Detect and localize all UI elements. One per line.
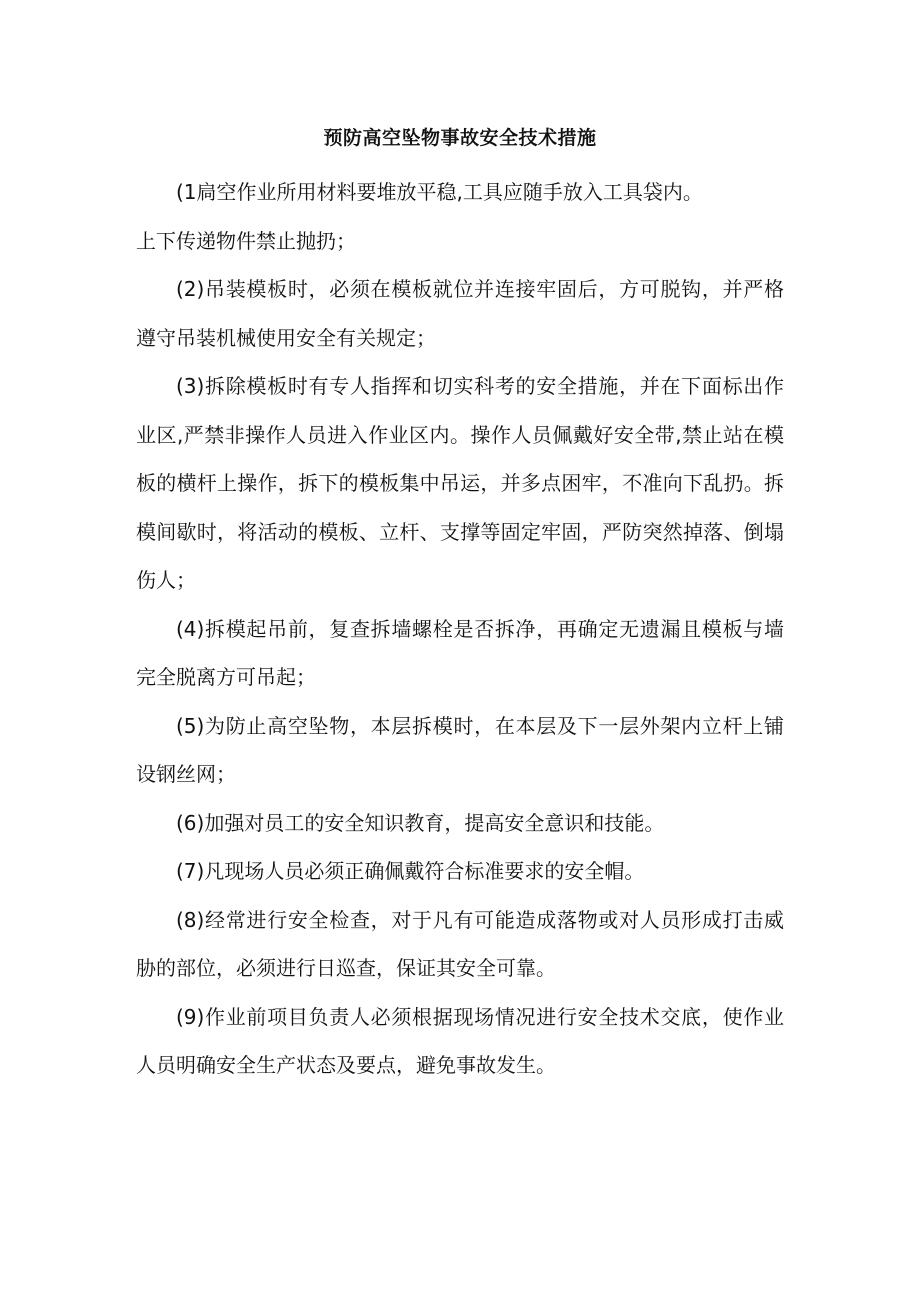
paragraph-1: (1扃空作业所用材料要堆放平稳,工具应随手放入工具袋内。 bbox=[176, 180, 703, 204]
paragraph-6: (6)加强对员工的安全知识教育，提高安全意识和技能。 bbox=[176, 810, 665, 835]
paragraph-9: (9)作业前项目负责人必须根据现场情况进行安全技术交底，使作业人员明确安全生产状态及要点，避免事故发生。 bbox=[136, 1004, 784, 1077]
paragraph-8: (8)经常进行安全检查，对于凡有可能造成落物或对人员形成打击威胁的部位，必须进行日巡查，保证其安全可靠。 bbox=[136, 907, 784, 980]
paragraph-4: (4)拆模起吊前，复查拆墙螺栓是否拆净，再确定无遗漏且模板与墙完全脱离方可吊起； bbox=[136, 616, 784, 689]
document-body bbox=[136, 168, 784, 1090]
paragraph-1-continuation: 上下传递物件禁止抛扔； bbox=[136, 228, 356, 253]
paragraph-2: (2)吊装模板时，必须在模板就位并连接牢固后，方可脱钩，并严格遵守吊装机械使用安全有关规定； bbox=[136, 277, 784, 350]
document-title: 预防高空坠物事故安全技术措施 bbox=[323, 127, 597, 149]
paragraph-3: (3)拆除模板时有专人指挥和切实科考的安全措施，并在下面标出作业区,严禁非操作人员进入作业区内。操作人员佩戴好安全带,禁止站在模板的横杆上操作，拆下的模板集中吊运，并多点困牢，不准向下乱扔。拆模间歇时，将活动的模板、立杆、支撑等固定牢固，严防突然掉落、倒塌伤人； bbox=[136, 374, 784, 592]
paragraph-5: (5)为防止高空坠物，本层拆模时，在本层及下一层外架内立杆上铺设钢丝网； bbox=[136, 713, 784, 786]
paragraph-7: (7)凡现场人员必须正确佩戴符合标准要求的安全帽。 bbox=[176, 859, 645, 883]
